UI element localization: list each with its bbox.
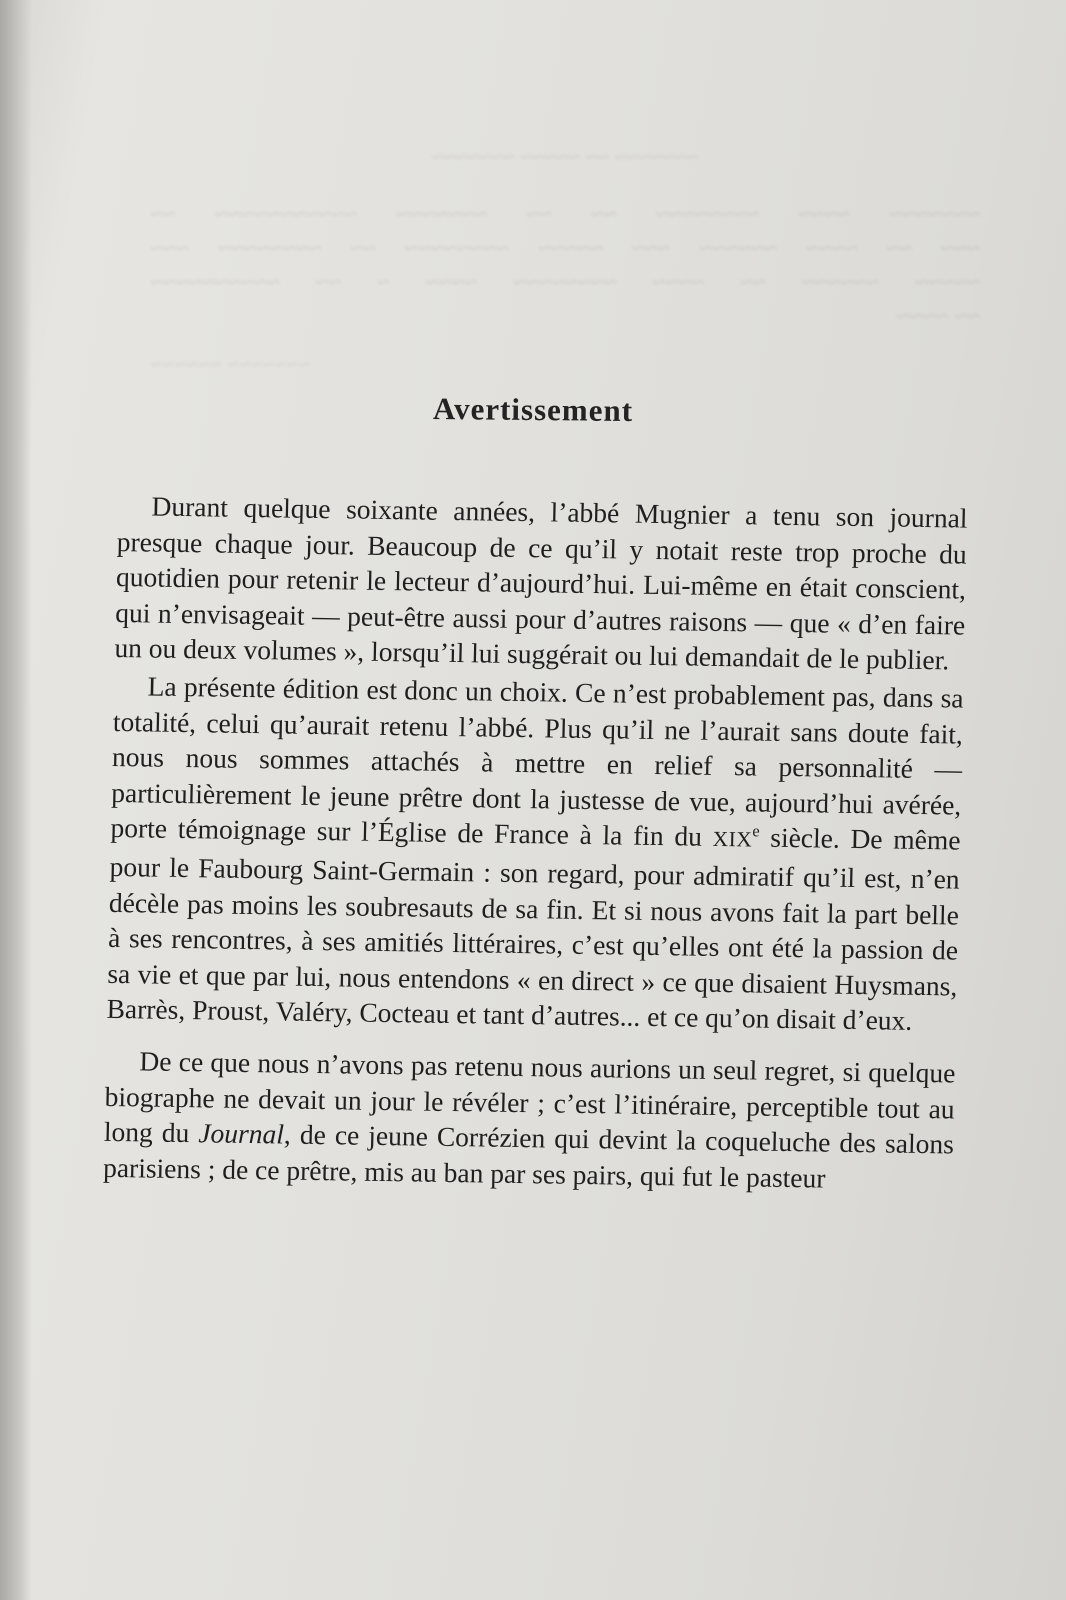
body-text — [103, 488, 968, 1198]
paragraph-text: siècle. De même pour le Faubourg Saint-Germain : son regard, pour admiratif qu’il est, n’en décèle pas moins les soubresauts de sa fin. Et si nous avons fait la part belle à ses rencontres, à ses amitiés littéraires, c’est qu’elles ont été la passion de sa vie et que par lui, nous entendons « en direct » ce que disaient Huysmans, Barrès, Proust, Valéry, Cocteau et tant d’autres... et ce qu’on disait d’eux. — [106, 821, 961, 1037]
typographic-mark: e — [752, 821, 760, 841]
paragraph-text: , de ce jeune Corrézien qui devint la coqueluche des salons parisiens ; de ce prêtre, mis au ban par ses pairs, qui fut le pasteur — [102, 1118, 955, 1194]
paragraph-1 — [114, 488, 968, 679]
italic-title: Journal — [198, 1117, 285, 1150]
paragraph-text: Durant quelque soixante années, l’abbé Mugnier a tenu son journal presque chaque jour. Beaucoup de ce qu’il y notait reste trop proche du quotidien pour retenir le lecteur d’aujourd’hui. Lui-même en était conscient, qui n’envisageait — peut-être aussi pour d’autres raisons — que « d’en faire un ou deux volumes », lorsqu’il lui suggérait ou lui demandait de le publier. — [114, 490, 968, 676]
paragraph-text: De ce que nous n’avons pas retenu nous aurions un seul regret, si quelque biographe ne devait un jour le révéler ; c’est l’itinéraire, perceptible tout au long du — [103, 1045, 956, 1149]
paragraph-2 — [106, 668, 964, 1039]
book-gutter-shadow — [0, 0, 32, 1600]
paragraph-3 — [103, 1043, 956, 1198]
typographic-mark: XIX — [712, 827, 753, 852]
show-through-text: ~~~~~~~ ~~ ~~~~~ ~~~~~~~ ~~~~~~~ ~~~~ ~~~~~~~~ ~~ ~~ ~~~~~~~ ~~~~~~~~~~~ ~~ ~~~ ~~ ~~~~ ~~~~~~ ~~~ ~~~~~ ~~~~~~~~ ~~ ~~~~~~~~ ~~~ ~~~~~ ~~~~~~ ~~ ~~~~ ~~~~~~~~ ~~~~ ~ ~~ ~~~~~~~~~~ ~~ ~~~~ ~~~~~~~ ~~~~~~ — [150, 144, 980, 376]
page-title: Avertissement — [432, 390, 634, 429]
paragraph-text: La présente édition est donc un choix. Ce n’est probablement pas, dans sa totalité, celui qu’aurait retenu l’abbé. Plus qu’il ne l’aurait sans doute fait, nous nous sommes attachés à mettre en relief sa personnalité — particulièrement le jeune prêtre dont la justesse de vue, aujourd’hui avérée, porte témoignage sur l’Église de France à la fin du — [110, 670, 964, 853]
